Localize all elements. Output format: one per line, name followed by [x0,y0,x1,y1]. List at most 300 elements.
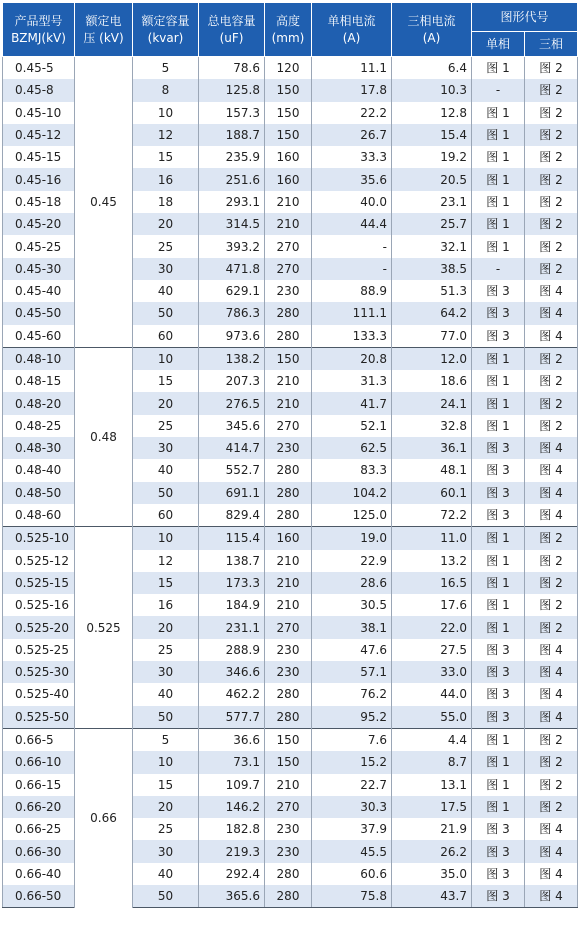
cell-single-phase-current: - [312,235,392,257]
cell-three-phase-current: 77.0 [392,325,472,348]
cell-three-phase-current: 72.2 [392,504,472,527]
cell-capacity: 8 [133,79,199,101]
cell-figure-three: 图 2 [525,213,578,235]
cell-capacity: 10 [133,527,199,550]
cell-single-phase-current: 22.2 [312,102,392,124]
cell-figure-single: 图 3 [472,437,525,459]
cell-height: 210 [265,392,312,414]
cell-three-phase-current: 4.4 [392,728,472,751]
table-body [3,57,578,908]
cell-model: 0.525-10 [3,527,75,550]
cell-three-phase-current: 21.9 [392,818,472,840]
cell-capacity: 50 [133,706,199,729]
header-model: 产品型号 BZMJ(kV) [3,3,75,57]
cell-height: 210 [265,550,312,572]
cell-height: 210 [265,213,312,235]
cell-capacity: 16 [133,594,199,616]
cell-height: 230 [265,639,312,661]
cell-height: 230 [265,840,312,862]
cell-single-phase-current: 22.7 [312,774,392,796]
cell-figure-single: 图 1 [472,213,525,235]
cell-total-capacitance: 462.2 [199,683,265,705]
cell-total-capacitance: 288.9 [199,639,265,661]
cell-model: 0.45-40 [3,280,75,302]
cell-total-capacitance: 786.3 [199,302,265,324]
cell-rated-voltage: 0.48 [75,347,133,526]
cell-height: 270 [265,235,312,257]
cell-single-phase-current: 26.7 [312,124,392,146]
cell-height: 210 [265,191,312,213]
cell-total-capacitance: 393.2 [199,235,265,257]
cell-capacity: 15 [133,774,199,796]
cell-figure-single: 图 1 [472,235,525,257]
header-rated-capacity: 额定容量 (kvar) [133,3,199,57]
table-row [3,527,578,550]
cell-figure-three: 图 4 [525,706,578,729]
cell-figure-three: 图 2 [525,168,578,190]
cell-figure-three: 图 2 [525,415,578,437]
cell-figure-single: 图 3 [472,325,525,348]
cell-figure-three: 图 2 [525,124,578,146]
cell-three-phase-current: 55.0 [392,706,472,729]
cell-model: 0.48-20 [3,392,75,414]
cell-capacity: 30 [133,840,199,862]
cell-height: 150 [265,79,312,101]
cell-total-capacitance: 829.4 [199,504,265,527]
cell-figure-three: 图 4 [525,459,578,481]
cell-figure-three: 图 2 [525,774,578,796]
cell-figure-single: 图 1 [472,415,525,437]
table-row [3,57,578,80]
cell-height: 150 [265,751,312,773]
cell-figure-three: 图 2 [525,572,578,594]
cell-height: 280 [265,482,312,504]
cell-height: 150 [265,124,312,146]
header-figure-code: 图形代号 [472,3,578,32]
cell-height: 210 [265,594,312,616]
cell-single-phase-current: 52.1 [312,415,392,437]
cell-capacity: 12 [133,550,199,572]
cell-figure-single: 图 1 [472,102,525,124]
cell-total-capacitance: 314.5 [199,213,265,235]
cell-rated-voltage: 0.45 [75,57,133,348]
cell-single-phase-current: 125.0 [312,504,392,527]
cell-three-phase-current: 33.0 [392,661,472,683]
cell-three-phase-current: 18.6 [392,370,472,392]
cell-height: 150 [265,102,312,124]
cell-single-phase-current: 133.3 [312,325,392,348]
cell-capacity: 20 [133,616,199,638]
cell-model: 0.45-60 [3,325,75,348]
cell-three-phase-current: 10.3 [392,79,472,101]
cell-total-capacitance: 293.1 [199,191,265,213]
cell-total-capacitance: 157.3 [199,102,265,124]
cell-capacity: 40 [133,683,199,705]
cell-figure-single: 图 1 [472,751,525,773]
cell-figure-single: 图 1 [472,191,525,213]
cell-model: 0.525-30 [3,661,75,683]
cell-model: 0.45-18 [3,191,75,213]
cell-three-phase-current: 26.2 [392,840,472,862]
cell-figure-single: 图 1 [472,146,525,168]
cell-single-phase-current: 15.2 [312,751,392,773]
cell-three-phase-current: 35.0 [392,863,472,885]
cell-single-phase-current: - [312,258,392,280]
cell-three-phase-current: 60.1 [392,482,472,504]
cell-figure-three: 图 2 [525,751,578,773]
cell-figure-three: 图 2 [525,370,578,392]
cell-total-capacitance: 173.3 [199,572,265,594]
cell-three-phase-current: 8.7 [392,751,472,773]
cell-height: 160 [265,527,312,550]
cell-single-phase-current: 17.8 [312,79,392,101]
cell-single-phase-current: 35.6 [312,168,392,190]
table-header [3,3,578,57]
cell-single-phase-current: 88.9 [312,280,392,302]
cell-total-capacitance: 365.6 [199,885,265,908]
cell-three-phase-current: 20.5 [392,168,472,190]
cell-total-capacitance: 346.6 [199,661,265,683]
cell-height: 280 [265,504,312,527]
cell-total-capacitance: 552.7 [199,459,265,481]
cell-figure-single: 图 3 [472,459,525,481]
cell-total-capacitance: 73.1 [199,751,265,773]
cell-figure-single: - [472,258,525,280]
cell-figure-three: 图 2 [525,527,578,550]
cell-figure-single: 图 1 [472,347,525,370]
cell-three-phase-current: 43.7 [392,885,472,908]
cell-single-phase-current: 111.1 [312,302,392,324]
cell-model: 0.66-5 [3,728,75,751]
cell-three-phase-current: 23.1 [392,191,472,213]
cell-height: 280 [265,683,312,705]
cell-figure-three: 图 2 [525,347,578,370]
cell-three-phase-current: 6.4 [392,57,472,80]
cell-capacity: 15 [133,370,199,392]
cell-total-capacitance: 235.9 [199,146,265,168]
cell-figure-three: 图 2 [525,550,578,572]
cell-three-phase-current: 32.1 [392,235,472,257]
header-rated-voltage: 额定电 压 (kV) [75,3,133,57]
cell-capacity: 15 [133,572,199,594]
cell-capacity: 18 [133,191,199,213]
cell-total-capacitance: 276.5 [199,392,265,414]
cell-height: 280 [265,885,312,908]
cell-single-phase-current: 19.0 [312,527,392,550]
cell-model: 0.45-12 [3,124,75,146]
spec-table-container [2,2,577,908]
cell-figure-single: 图 1 [472,124,525,146]
cell-total-capacitance: 292.4 [199,863,265,885]
cell-total-capacitance: 138.2 [199,347,265,370]
cell-capacity: 40 [133,459,199,481]
cell-three-phase-current: 16.5 [392,572,472,594]
cell-model: 0.45-15 [3,146,75,168]
cell-figure-single: 图 3 [472,818,525,840]
cell-figure-single: 图 1 [472,370,525,392]
cell-single-phase-current: 28.6 [312,572,392,594]
cell-three-phase-current: 19.2 [392,146,472,168]
cell-single-phase-current: 76.2 [312,683,392,705]
cell-model: 0.525-16 [3,594,75,616]
cell-height: 270 [265,796,312,818]
cell-capacity: 30 [133,437,199,459]
cell-height: 210 [265,370,312,392]
cell-height: 280 [265,706,312,729]
cell-total-capacitance: 251.6 [199,168,265,190]
header-single-phase-current: 单相电流 (A) [312,3,392,57]
cell-total-capacitance: 146.2 [199,796,265,818]
cell-capacity: 50 [133,302,199,324]
cell-capacity: 10 [133,102,199,124]
cell-capacity: 40 [133,863,199,885]
cell-figure-single: 图 3 [472,840,525,862]
cell-figure-single: 图 3 [472,639,525,661]
header-figure-single: 单相 [472,32,525,57]
cell-height: 150 [265,728,312,751]
cell-model: 0.525-15 [3,572,75,594]
cell-single-phase-current: 75.8 [312,885,392,908]
header-height: 高度 (mm) [265,3,312,57]
cell-total-capacitance: 188.7 [199,124,265,146]
cell-figure-three: 图 4 [525,504,578,527]
cell-model: 0.45-20 [3,213,75,235]
cell-single-phase-current: 95.2 [312,706,392,729]
cell-model: 0.45-10 [3,102,75,124]
cell-rated-voltage: 0.525 [75,527,133,729]
cell-capacity: 20 [133,213,199,235]
cell-three-phase-current: 27.5 [392,639,472,661]
cell-figure-single: 图 1 [472,57,525,80]
cell-figure-three: 图 4 [525,683,578,705]
cell-total-capacitance: 973.6 [199,325,265,348]
cell-three-phase-current: 44.0 [392,683,472,705]
cell-total-capacitance: 414.7 [199,437,265,459]
capacitor-spec-table [2,2,578,908]
cell-figure-three: 图 4 [525,302,578,324]
cell-model: 0.66-25 [3,818,75,840]
cell-height: 270 [265,616,312,638]
cell-figure-three: 图 4 [525,818,578,840]
cell-figure-three: 图 4 [525,840,578,862]
cell-model: 0.45-30 [3,258,75,280]
cell-capacity: 25 [133,415,199,437]
header-three-phase-current: 三相电流 (A) [392,3,472,57]
cell-figure-three: 图 2 [525,102,578,124]
cell-height: 230 [265,661,312,683]
cell-model: 0.525-25 [3,639,75,661]
cell-figure-three: 图 2 [525,728,578,751]
cell-figure-single: 图 1 [472,550,525,572]
cell-three-phase-current: 11.0 [392,527,472,550]
cell-model: 0.45-5 [3,57,75,80]
cell-height: 230 [265,280,312,302]
table-row [3,728,578,751]
cell-height: 160 [265,146,312,168]
cell-three-phase-current: 17.5 [392,796,472,818]
cell-single-phase-current: 30.5 [312,594,392,616]
cell-model: 0.66-15 [3,774,75,796]
cell-model: 0.48-40 [3,459,75,481]
cell-figure-single: - [472,79,525,101]
cell-model: 0.48-15 [3,370,75,392]
cell-capacity: 30 [133,661,199,683]
cell-height: 230 [265,437,312,459]
cell-three-phase-current: 12.8 [392,102,472,124]
cell-single-phase-current: 20.8 [312,347,392,370]
cell-capacity: 20 [133,796,199,818]
cell-model: 0.66-10 [3,751,75,773]
cell-height: 270 [265,415,312,437]
cell-model: 0.45-50 [3,302,75,324]
cell-model: 0.48-10 [3,347,75,370]
cell-model: 0.66-50 [3,885,75,908]
cell-single-phase-current: 37.9 [312,818,392,840]
cell-capacity: 25 [133,818,199,840]
cell-total-capacitance: 691.1 [199,482,265,504]
cell-capacity: 10 [133,347,199,370]
cell-single-phase-current: 47.6 [312,639,392,661]
cell-figure-single: 图 3 [472,482,525,504]
cell-figure-three: 图 2 [525,392,578,414]
cell-total-capacitance: 629.1 [199,280,265,302]
cell-figure-single: 图 3 [472,661,525,683]
cell-three-phase-current: 64.2 [392,302,472,324]
cell-total-capacitance: 207.3 [199,370,265,392]
cell-height: 160 [265,168,312,190]
cell-single-phase-current: 83.3 [312,459,392,481]
cell-single-phase-current: 38.1 [312,616,392,638]
cell-capacity: 40 [133,280,199,302]
cell-capacity: 5 [133,728,199,751]
table-row [3,347,578,370]
cell-capacity: 25 [133,639,199,661]
cell-figure-single: 图 3 [472,885,525,908]
cell-capacity: 60 [133,325,199,348]
cell-figure-three: 图 4 [525,863,578,885]
cell-figure-single: 图 3 [472,302,525,324]
cell-single-phase-current: 7.6 [312,728,392,751]
cell-figure-three: 图 4 [525,639,578,661]
cell-three-phase-current: 13.1 [392,774,472,796]
cell-figure-single: 图 1 [472,728,525,751]
cell-figure-three: 图 2 [525,57,578,80]
cell-figure-three: 图 2 [525,796,578,818]
cell-three-phase-current: 24.1 [392,392,472,414]
cell-figure-single: 图 3 [472,863,525,885]
cell-figure-three: 图 2 [525,594,578,616]
cell-single-phase-current: 104.2 [312,482,392,504]
cell-capacity: 5 [133,57,199,80]
cell-figure-single: 图 3 [472,280,525,302]
cell-model: 0.66-30 [3,840,75,862]
cell-model: 0.525-12 [3,550,75,572]
cell-model: 0.525-20 [3,616,75,638]
cell-figure-three: 图 2 [525,79,578,101]
cell-total-capacitance: 182.8 [199,818,265,840]
cell-total-capacitance: 184.9 [199,594,265,616]
cell-total-capacitance: 36.6 [199,728,265,751]
cell-figure-three: 图 4 [525,280,578,302]
cell-height: 280 [265,302,312,324]
cell-height: 270 [265,258,312,280]
cell-model: 0.66-20 [3,796,75,818]
cell-three-phase-current: 36.1 [392,437,472,459]
cell-single-phase-current: 31.3 [312,370,392,392]
cell-capacity: 12 [133,124,199,146]
cell-figure-single: 图 1 [472,527,525,550]
cell-height: 210 [265,774,312,796]
cell-single-phase-current: 33.3 [312,146,392,168]
cell-total-capacitance: 138.7 [199,550,265,572]
cell-capacity: 50 [133,885,199,908]
cell-figure-three: 图 2 [525,191,578,213]
cell-total-capacitance: 219.3 [199,840,265,862]
cell-total-capacitance: 115.4 [199,527,265,550]
header-total-capacitance: 总电容量 (uF) [199,3,265,57]
cell-capacity: 15 [133,146,199,168]
cell-model: 0.48-25 [3,415,75,437]
cell-model: 0.45-16 [3,168,75,190]
cell-total-capacitance: 78.6 [199,57,265,80]
cell-figure-single: 图 1 [472,572,525,594]
cell-model: 0.45-8 [3,79,75,101]
cell-three-phase-current: 32.8 [392,415,472,437]
cell-capacity: 60 [133,504,199,527]
cell-total-capacitance: 231.1 [199,616,265,638]
cell-height: 150 [265,347,312,370]
cell-figure-three: 图 4 [525,437,578,459]
cell-figure-single: 图 1 [472,392,525,414]
cell-figure-three: 图 4 [525,661,578,683]
cell-three-phase-current: 13.2 [392,550,472,572]
cell-figure-single: 图 3 [472,504,525,527]
cell-three-phase-current: 15.4 [392,124,472,146]
cell-capacity: 10 [133,751,199,773]
cell-three-phase-current: 12.0 [392,347,472,370]
cell-figure-three: 图 2 [525,258,578,280]
cell-figure-three: 图 2 [525,616,578,638]
cell-height: 210 [265,572,312,594]
cell-figure-single: 图 3 [472,683,525,705]
cell-single-phase-current: 60.6 [312,863,392,885]
cell-height: 280 [265,459,312,481]
cell-height: 280 [265,325,312,348]
cell-height: 280 [265,863,312,885]
cell-height: 120 [265,57,312,80]
cell-total-capacitance: 577.7 [199,706,265,729]
cell-capacity: 25 [133,235,199,257]
cell-figure-single: 图 1 [472,594,525,616]
cell-single-phase-current: 40.0 [312,191,392,213]
cell-three-phase-current: 38.5 [392,258,472,280]
cell-capacity: 20 [133,392,199,414]
cell-single-phase-current: 57.1 [312,661,392,683]
cell-total-capacitance: 345.6 [199,415,265,437]
cell-figure-three: 图 4 [525,885,578,908]
cell-model: 0.525-50 [3,706,75,729]
cell-total-capacitance: 109.7 [199,774,265,796]
cell-figure-single: 图 1 [472,616,525,638]
cell-figure-three: 图 4 [525,325,578,348]
cell-rated-voltage: 0.66 [75,728,133,907]
cell-figure-single: 图 1 [472,168,525,190]
cell-capacity: 30 [133,258,199,280]
cell-single-phase-current: 45.5 [312,840,392,862]
cell-model: 0.48-60 [3,504,75,527]
header-figure-three: 三相 [525,32,578,57]
cell-single-phase-current: 30.3 [312,796,392,818]
